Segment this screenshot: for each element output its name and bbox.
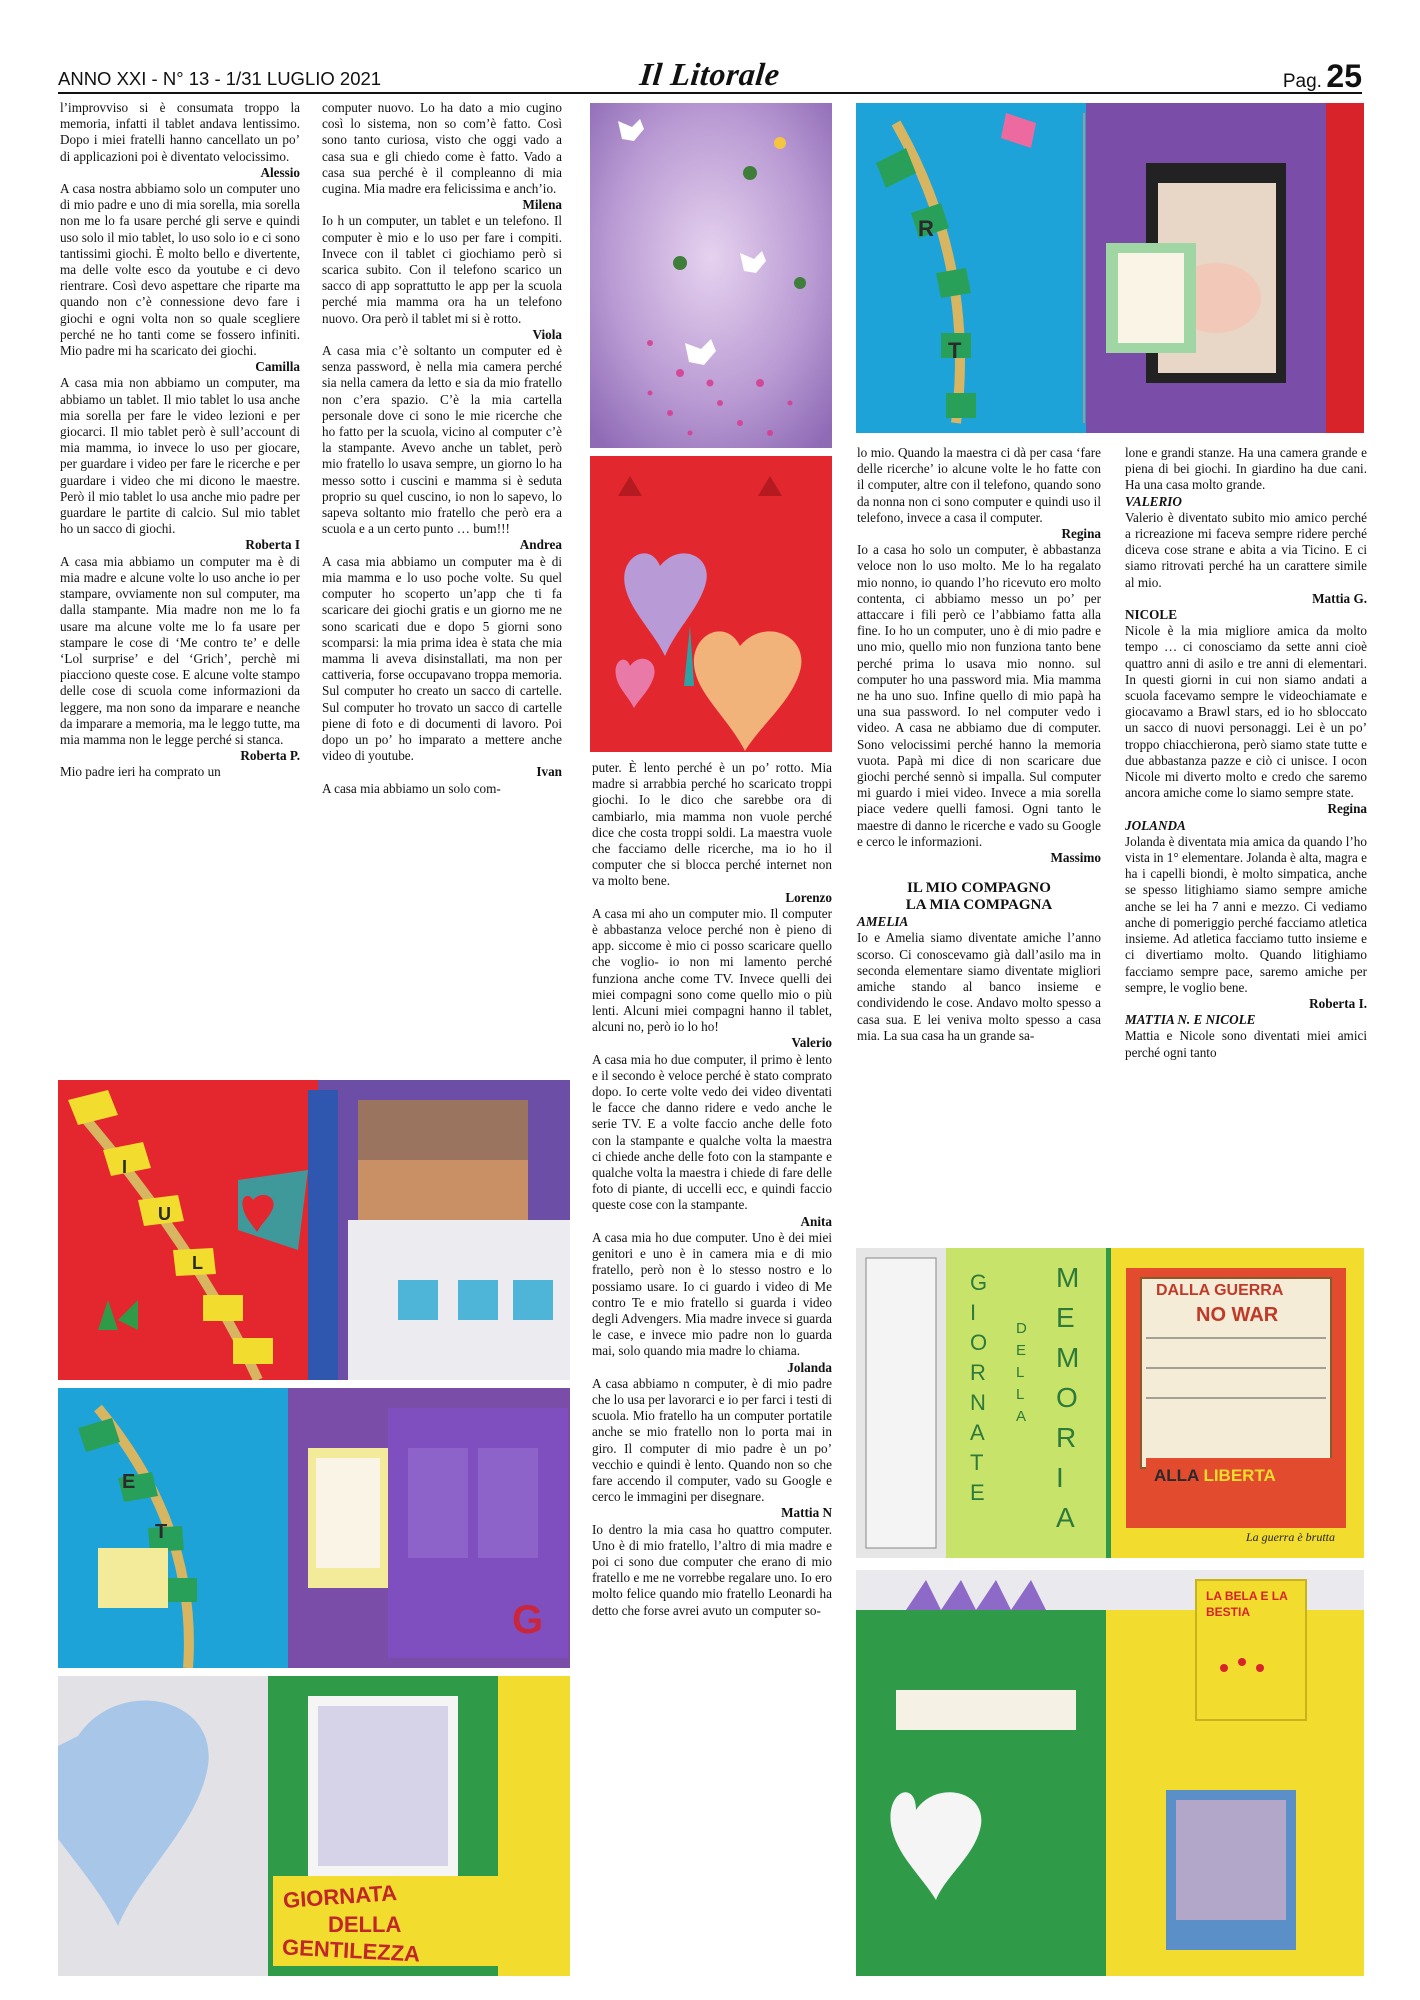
friend-name-heading: MATTIA N. E NICOLE [1125,1012,1256,1028]
paragraph: Io e Amelia siamo diventate amiche l’anno scorso. Ci conoscevamo già dall’asilo ma in seconda elementare siamo diventate migliori amiche stando al banco insieme e condividendo le cose. Andavo molto spesso a casa sua. E lei veniva molto spesso a casa mia. La sua casa ha un grande sa- [857,930,1101,1043]
gentilezza-line-1: GIORNATA [282,1880,398,1913]
paragraph: A casa abbiamo n computer, è di mio padre che lo usa per lavorarci e io per farci i testi di scuola. Mio fratello ha un computer portatile anche se mio fratello non lo porta mai in giro. Il computer di mio padre è un po’ vecchio e quindi è lento. Quando non so che fare accendo il computer, vado su Google e cerco le immagini per disegnare. [592,1375,832,1505]
paragraph: Valerio è diventato subito mio amico perché a ricreazione mi faceva sempre ridere perché diceva cose strane e abita a via Ticino. E ci siamo ritrovati perché ha un carattere simile al mio. [1125,509,1367,590]
author-signature: Lorenzo [785,889,832,905]
author-signature: Andrea [519,537,562,553]
article-column-4 [857,445,1101,1044]
greta-top-letter-3: T [948,338,962,363]
greta-left-letter-3: T [155,1521,168,1543]
paragraph: A casa nostra abbiamo solo un computer uno di mio padre e uno di mia sorella, mia sorella non me lo fa usare perché gli serve e quindi uso solo il mio tablet, lo uso solo io e ci sono tantissimi giochi. È molto bello e divertente, ma delle volte esco da youtube e ci devo rientrare. Così devo aspettare che riparte ma quando non c’è connessione devo fare i giochi e ogni volta non so quale scegliere perché ne ho tanti come se fossero infiniti. Mio padre mi ha scaricato dei giochi. [60,181,300,359]
author-signature: Ivan [536,764,562,780]
paragraph: l’improvviso si è consumata troppo la memoria, infatti il tablet andava lentissimo. Dopo i miei fratelli hanno cancellato un po’ di applicazioni poi è diventato velocissimo. [60,100,300,164]
author-signature: Regina [1061,526,1101,542]
photo-bella-bestia-album [856,1570,1364,1976]
section-title: IL MIO COMPAGNO [907,880,1051,897]
nowar-top: DALLA GUERRA [1156,1282,1284,1299]
article-column-2 [322,100,562,797]
author-signature: Mattia N [781,1505,832,1521]
paragraph: Mio padre ieri ha comprato un [60,764,221,780]
gentilezza-line-2: DELLA [328,1912,402,1937]
author-signature: Jolanda [787,1359,832,1375]
author-signature: Massimo [1050,850,1101,866]
nowar-mid: NO WAR [1196,1304,1279,1326]
nowar-bottom-word: LIBERTA [1203,1466,1276,1485]
memoria-della: DELLA [1016,1320,1027,1425]
bella-bestia-title: LA BELA E LA BESTIA [1206,1589,1288,1619]
friend-name-heading: NICOLE [1125,607,1178,623]
greta-big-g: G [512,1598,544,1642]
nowar-bottom [1154,1466,1276,1486]
photo-greta-album-top [856,103,1364,433]
memoria-giornate: GIORNATE [970,1270,988,1505]
memoria-memoria: MEMORIA [1056,1262,1080,1533]
author-signature: Roberta I. [1309,995,1367,1011]
paragraph: A casa mi aho un computer mio. Il computer è abbastanza veloce perché non è pieno di app. siccome è mio ci posso scaricare quello che voglio- io non mi lamento perché funziona anche come TV. Invece quelli dei miei compagni sono come quello mio o più lenti. Alcuni miei compagni hanno il tablet, alcuni no, però io lo ho! [592,905,832,1035]
author-signature: Milena [522,197,562,213]
author-signature: Alessio [260,164,300,180]
photo-red-heart-card [590,456,832,752]
paragraph: A casa mia ho due computer. Uno è dei miei genitori e uno è in camera mia e di mio fratello, però non è lo stesso nostro e lo possiamo usare. Io ci guardo i video di Me contro Te e mio fratello si guarda i video degli Advengers. Mia madre invece si guarda le case, e invece mio padre non lo guarda mai, solo quando mia madre lo chiama. [592,1229,832,1359]
photo-greta-album-left [58,1388,570,1668]
author-signature: Anita [800,1213,832,1229]
author-signature: Camilla [255,359,300,375]
paragraph: A casa mia abbiamo un computer ma è di mia madre e alcune volte lo uso anche io per stampare, ovviamente non sul computer, ma dalla stampante. Mia madre non me lo fa usare ma alcune volte me lo fa usare per stampare le cose di ‘Me contro te’ e delle ‘Lol surprise’ e del ‘Grich’, perchè mi piacciono queste cose. E alcune volte stampo delle cose di scuola come informazioni da leggere, ma non sono da imparare e neanche da imparare a memoria, ma le leggo tutte, ma mia mamma non le legge perché si stanca. [60,553,300,747]
paragraph: computer nuovo. Lo ha dato a mio cugino così lo sistema, non so com’è fatto. Così sono tanto curiosa, visto che oggi vado a casa sua e gli chiedo come è fatto. Vado a casa sua perché è il compleanno di mia cugina. Mia madre era felicissima e anch’io. [322,100,562,197]
author-signature: Roberta I [245,537,300,553]
paragraph: A casa mia abbiamo un computer ma è di mia mamma e lo uso poche volte. Su quel computer ho scoperto un’app che ti fa scaricare dei giochi gratis e un giorno me ne sono scaricati due e dopo 5 giorni sono scomparsi: la mia prima idea è stata che mia mamma li aveva disinstallati, ma non per cattiveria, forse occupavano troppa memoria. Sul computer ho creato un sacco di cartelle. Sul computer ho trovato un sacco di cartelle piene di foto e di documenti di lavoro. Poi dopo un po’ ho imparato a mettere anche video di youtube. [322,553,562,764]
author-signature: Valerio [791,1035,832,1051]
paragraph: Io h un computer, un tablet e un telefono. Il computer è mio e lo uso per fare i compiti. Invece con il tablet ci giochiamo però si scarica subito. Con il telefono scarico un sacco di app soprattutto le app per la scuola perché mia mamma ora ha un telefono nuovo. Ora però il tablet mi si è rotto. [322,213,562,326]
nowar-signature: La guerra è brutta [1246,1530,1336,1544]
photo-gentilezza-album [58,1676,570,1976]
masthead-title: Il Litorale [638,56,782,92]
paragraph: A casa mia non abbiamo un computer, ma abbiamo un tablet. Il mio tablet lo usa anche mia sorella per fare le video lezioni e per giocarci. Il mio tablet però è sull’account di mia mamma, io invece lo uso per giocare, per guardare i video per fare le ricerche e per guardare i video che mi dicono le maestre. Però il mio tablet lo usa anche mio padre per guardare le partite di calcio. Sul mio tablet ho un sacco di giochi. [60,375,300,537]
article-column-1 [60,100,300,781]
author-signature: Roberta P. [240,748,300,764]
paragraph: Mattia e Nicole sono diventati miei amici perché ogni tanto [1125,1028,1367,1060]
article-column-5 [1125,445,1367,1061]
article-column-3 [592,760,832,1619]
paragraph: lo mio. Quando la maestra ci dà per casa ‘fare delle ricerche’ io alcune volte le ho fatte con il computer, altre con il telefono, quando sono da nonna non ci sono computer e quindi uso il telefono, invece a casa il computer. [857,445,1101,525]
author-signature: Mattia G. [1312,590,1367,606]
gentilezza-line-3: GENTILEZZA [281,1934,421,1967]
giulia-letter-2: U [158,1204,171,1224]
paragraph: Jolanda è diventata mia amica da quando l’ho vista in 1° elementare. Jolanda è alta, magra e ha i capelli biondi, è molto simpatica, anche se spesso litighiamo siamo sempre amiche anche se lei ha 7 anni e mezzo. Ci vediamo anche di pomeriggio perché facciamo atletica insieme. Ad atletica facciamo tutto insieme e ci divertiamo molto. Quando litighiamo facciamo sempre pace, saremo amiche per sempre, le voglio bene. [1125,833,1367,995]
friend-name-heading: VALERIO [1125,493,1182,509]
page-number-value: 25 [1326,58,1362,94]
paragraph: lone e grandi stanze. Ha una camera grande e piena di bei giochi. In giardino ha due cani. Ha una casa molto grande. [1125,445,1367,493]
paragraph: Io a casa ho solo un computer, è abbastanza veloce non lo uso molto. Me lo ha regalato mio nonno, io quando l’ho ricevuto ero molto contenta, ci abbiamo messo un po’ per attaccare i fili però ce l’abbiamo fatta alla fine. Io ho un computer, uno è di mio padre e uno mio, quello mio non funziona tanto bene perché prima lo usava mio nonno. sul computer ho una password mia. Mia mamma ne ha uno suo. Infine quello di mio papà ha una sua password. Io nel computer vedo i video. A casa ne abbiamo due di computer. Sono velocissimi perché hanno la memoria vuota. Papà mi dice di non scaricare due giochi perché sennò si impalla. Sul computer mi guardo i miei video. Invece a mia sorella piace vedere quelli famosi. Ogni tanto le maestre di danno le ricerche e vado su Google e cerco le informazioni. [857,542,1101,849]
paragraph: A casa mia c’è soltanto un computer ed è senza password, è nella mia camera perché sia nella camera da letto e sia da mio fratello non c’era spazio. C’è la mia cartella personale dove ci sono le mie ricerche che ho fatto per la scuola, vicino al computer c’è la stampante. Avevo anche un tablet, però mio fratello lo usava sempre, un giorno lo ha messo sotto i cuscini e mamma si è seduta proprio su quel cuscino, io non lo sapevo, lo sapeva soltanto mio fratello che però era a scuola e a un certo punto … bum!!! [322,343,562,537]
author-signature: Viola [532,326,562,342]
photo-memoria-nowar [856,1248,1364,1558]
paragraph: A casa mia abbiamo un solo com- [322,780,501,796]
section-title: LA MIA COMPAGNA [905,897,1053,914]
author-signature: Regina [1327,801,1367,817]
giulia-letter-1: I [122,1157,128,1177]
page-number [1283,58,1362,95]
photo-giulia-album [58,1080,570,1380]
page-label: Pag. [1282,71,1322,92]
photo-purple-glitter-card [590,103,832,448]
greta-left-letter-2: E [122,1471,136,1493]
issue-info: ANNO XXI - N° 13 - 1/31 LUGLIO 2021 [58,68,382,89]
paragraph: Nicole è la mia migliore amica da molto tempo … ci conosciamo da sette anni cioè quattro anni di asilo e tre anni di elementari. In questi giorni in cui non siamo andati a scuola facevamo sempre le videochiamate e giocavamo a Brawl stars, ed io ho sbloccato un sacco di nuovi personaggi. Lei è un po’ troppo chiacchierona, però siamo state tutte e due abbastanza pazze e ciò ci unisce. I ocon Nicole mi diverto molto e credo che saremo ancora amiche come lo siamo sempre state. [1125,623,1367,801]
paragraph: Io dentro la mia casa ho quattro computer. Uno è di mio fratello, l’altro di mia madre e poi ci sono due computer che erano di mio fratello e me ne vorrebbe regalare uno. Io ero molto felice quando mio fratello Leonardi ha detto che forse avrei avuto un computer so- [592,1521,832,1618]
friend-name-heading: AMELIA [857,914,909,930]
friend-name-heading: JOLANDA [1125,817,1186,833]
giulia-letter-3: L [192,1253,203,1273]
paragraph: A casa mia ho due computer, il primo è lento e il secondo è veloce perché è stato comprato dopo. Io certe volte vedo dei video diventati le facce che danno ridere e vedo anche le serie TV. E a volte faccio anche delle foto con la stampante e qualche volta la maestra ci chiede anche delle foto con la stampante e qualche volta la maestra i chiede di fare delle foto di piante, di uccelli ecc, e quindi faccio queste cose con la stampante. [592,1051,832,1213]
paragraph: puter. È lento perché è un po’ rotto. Mia madre si arrabbia perché ho scaricato troppi giochi. Io le dico che sarebbe ora di cambiarlo, mia mamma non vuole perché dice che costa troppi soldi. La maestra vuole che facciamo delle ricerche, ma io ho il computer che si blocca perché internet non va molto bene. [592,760,832,889]
greta-top-letter-1: R [918,216,934,241]
nowar-bottom-prefix: ALLA [1154,1466,1199,1485]
header-rule [58,92,1362,94]
